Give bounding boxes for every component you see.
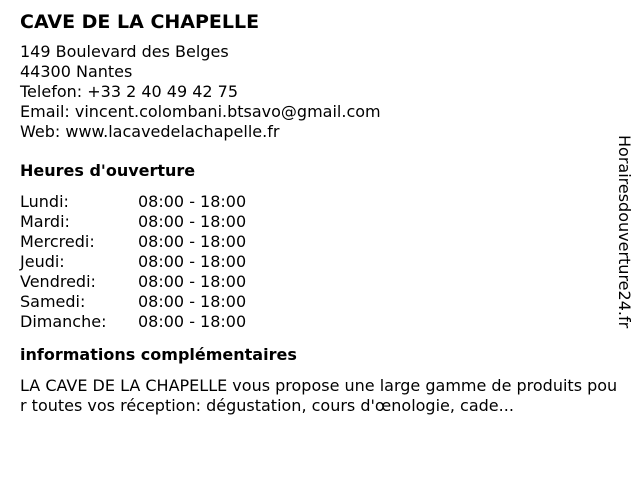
day-label: Dimanche: — [20, 312, 107, 331]
day-label: Jeudi: — [20, 252, 65, 271]
contact-block — [20, 42, 620, 142]
site-watermark: Horairesdouverture24.fr — [615, 135, 634, 329]
time-range: 08:00 - 18:00 — [138, 232, 247, 251]
time-range: 08:00 - 18:00 — [138, 292, 247, 311]
opening-hours-table — [20, 192, 620, 332]
email-address: Email: vincent.colombani.btsavo@gmail.com — [20, 102, 381, 121]
day-label: Lundi: — [20, 192, 69, 211]
time-range: 08:00 - 18:00 — [138, 212, 247, 231]
time-range: 08:00 - 18:00 — [138, 272, 247, 291]
hours-row-saturday — [20, 292, 620, 312]
store-info-card — [20, 11, 620, 416]
day-label: Mardi: — [20, 212, 70, 231]
website-url: Web: www.lacavedelachapelle.fr — [20, 122, 280, 141]
store-name: CAVE DE LA CHAPELLE — [20, 11, 260, 33]
time-range: 08:00 - 18:00 — [138, 252, 247, 271]
time-range: 08:00 - 18:00 — [138, 312, 247, 331]
hours-row-tuesday — [20, 212, 620, 232]
hours-row-monday — [20, 192, 620, 212]
address-city: 44300 Nantes — [20, 62, 133, 81]
day-label: Vendredi: — [20, 272, 96, 291]
hours-row-friday — [20, 272, 620, 292]
time-range: 08:00 - 18:00 — [138, 192, 247, 211]
day-label: Mercredi: — [20, 232, 95, 251]
address-street: 149 Boulevard des Belges — [20, 42, 229, 61]
hours-row-sunday — [20, 312, 620, 332]
additional-info-text: LA CAVE DE LA CHAPELLE vous propose une large gamme de produits pour toutes vos réception: dégustation, cours d'œnologie, cade... — [20, 376, 618, 415]
opening-hours-heading: Heures d'ouverture — [20, 161, 196, 180]
additional-info-heading: informations complémentaires — [20, 345, 297, 364]
hours-row-wednesday — [20, 232, 620, 252]
phone-number: Telefon: +33 2 40 49 42 75 — [20, 82, 239, 101]
hours-row-thursday — [20, 252, 620, 272]
day-label: Samedi: — [20, 292, 86, 311]
